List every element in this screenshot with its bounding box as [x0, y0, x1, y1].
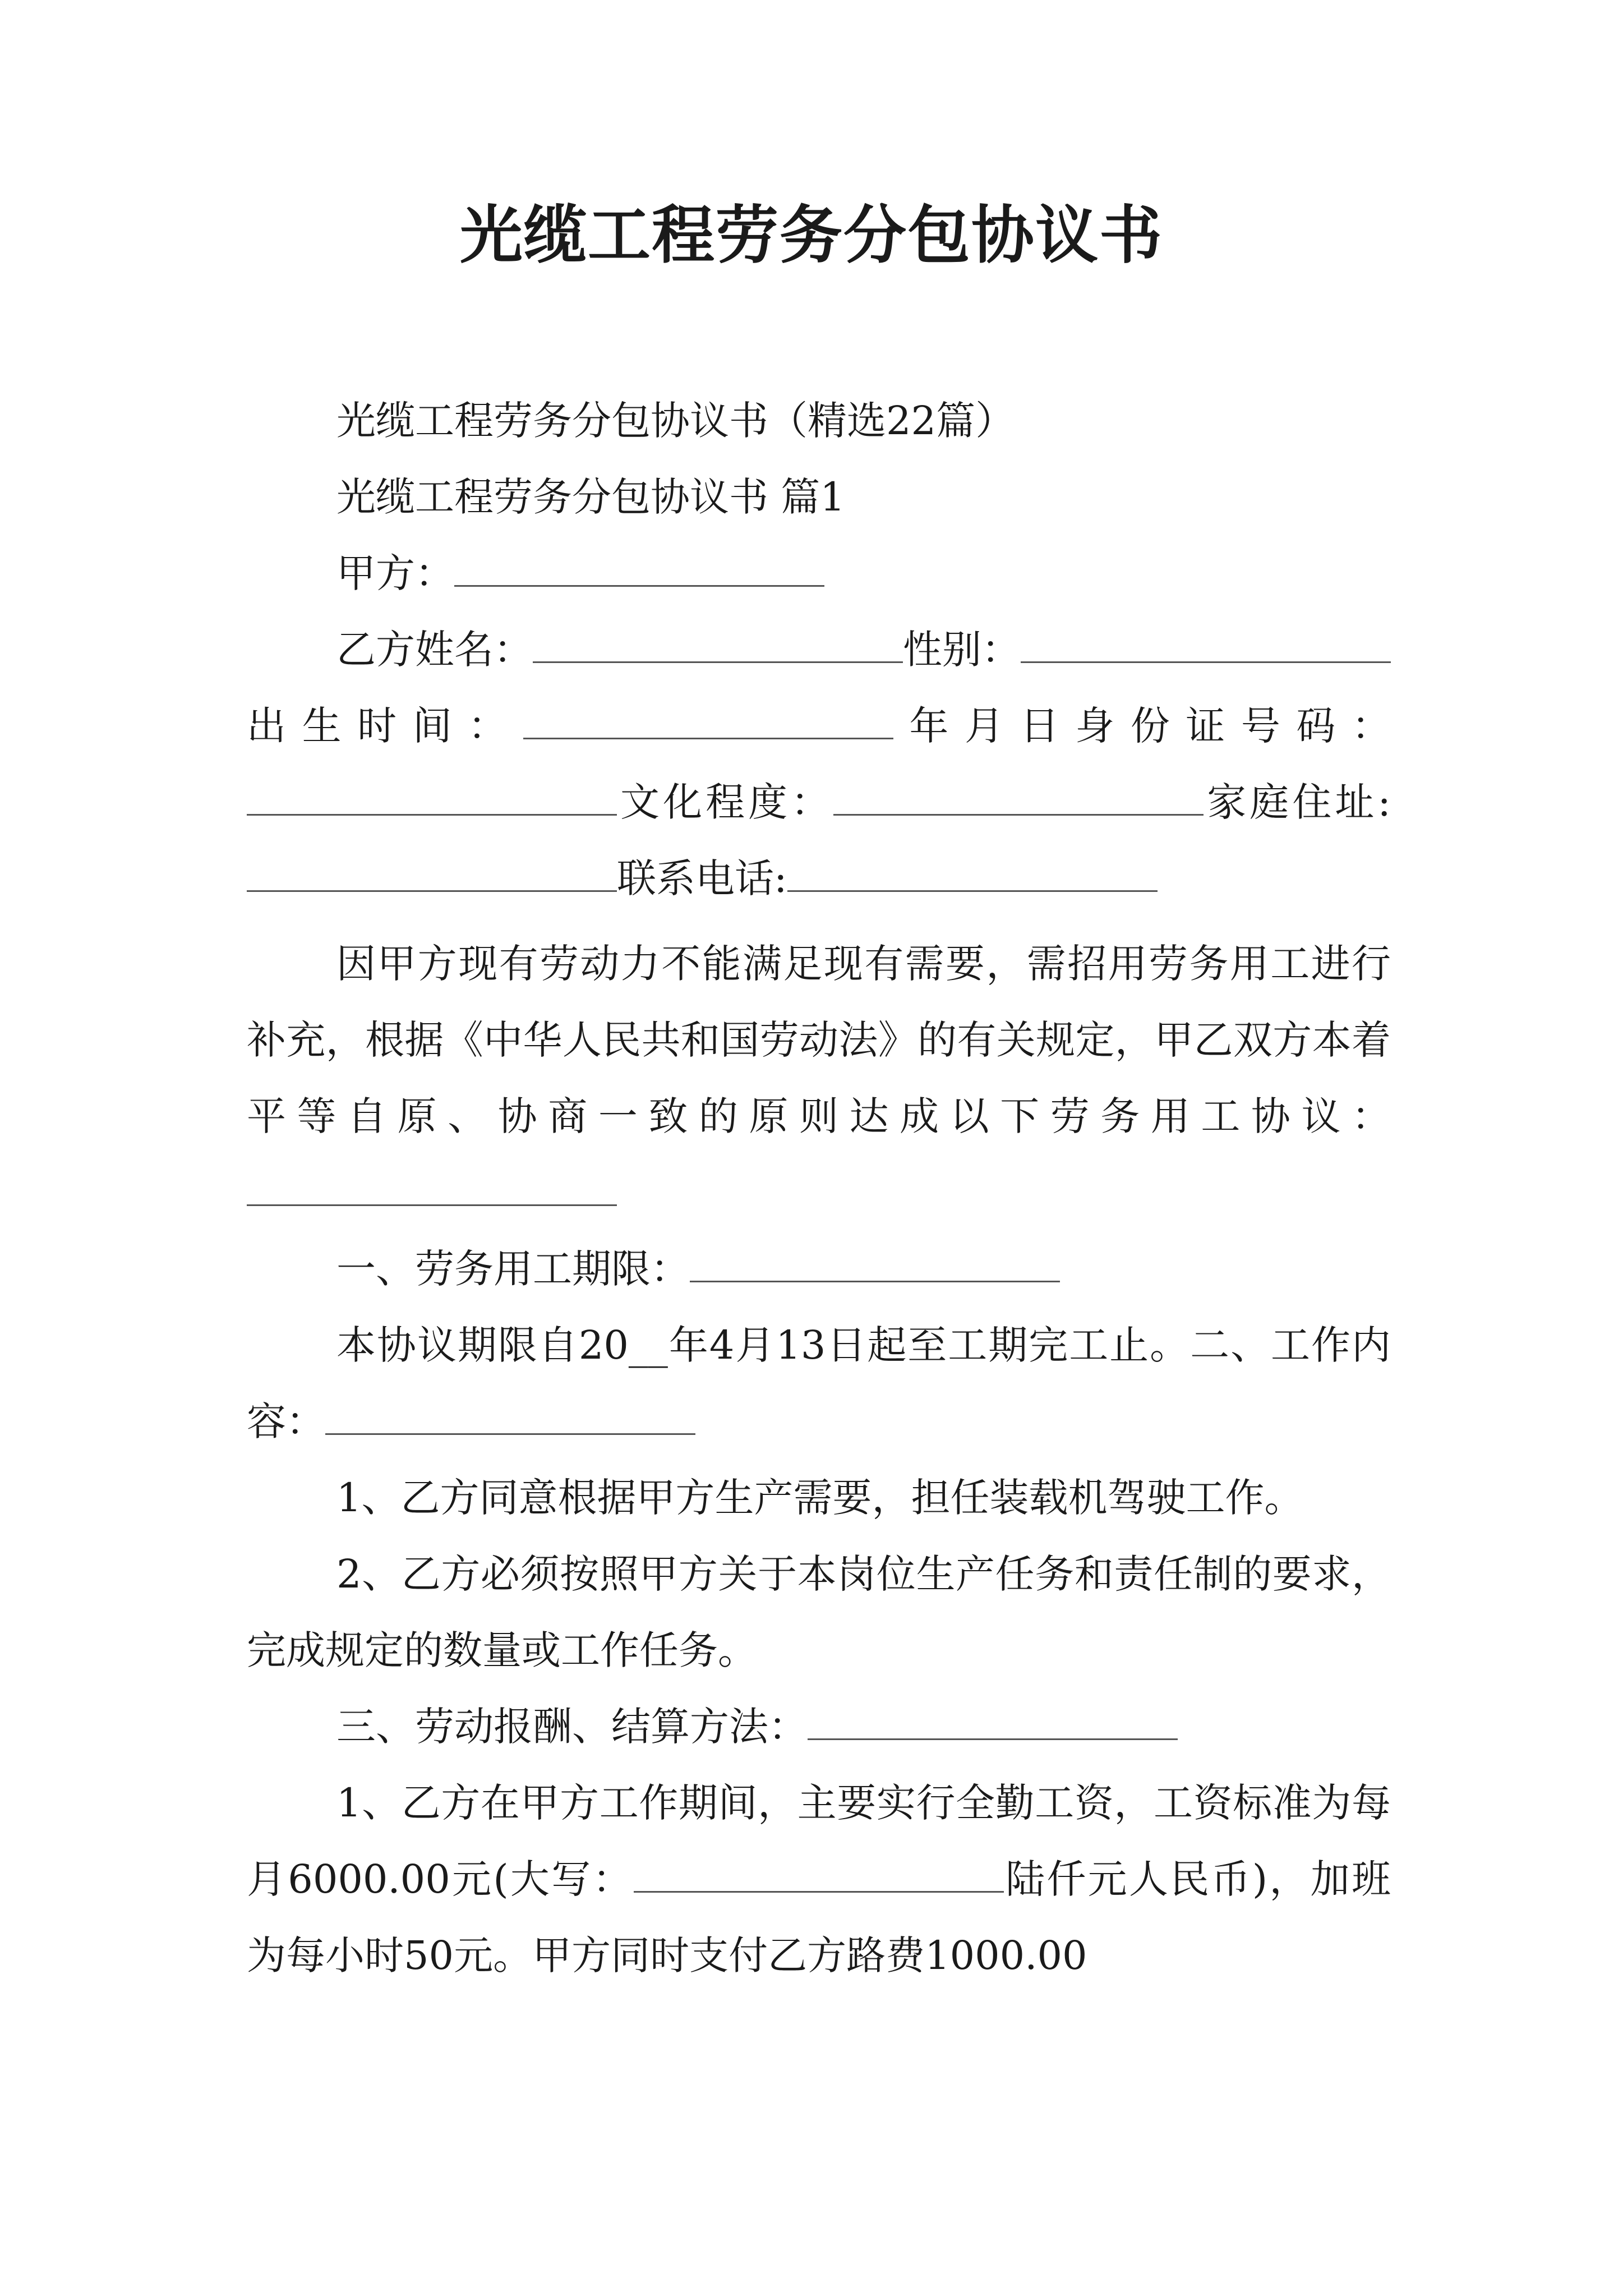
party-b-date-id-label: 年月日身份证号码： — [893, 703, 1391, 749]
party-b-info — [247, 611, 1391, 917]
wage-uppercase-blank — [634, 1857, 1004, 1893]
clause1-blank — [690, 1247, 1060, 1282]
party-a-blank — [454, 551, 824, 587]
party-b-address-label: 家庭住址: — [1204, 779, 1391, 825]
document-title: 光缆工程劳务分包协议书 — [460, 199, 1163, 272]
clause1-text-line — [247, 1307, 1391, 1460]
party-a-label: 甲方： — [336, 550, 454, 596]
section-heading-text: 光缆工程劳务分包协议书 篇1 — [336, 474, 845, 520]
party-b-id-blank — [247, 780, 617, 816]
party-b-gender-blank — [1021, 628, 1391, 663]
party-b-address-blank — [247, 857, 617, 892]
party-b-phone-label: 联系电话: — [617, 855, 787, 901]
party-b-education-blank — [833, 780, 1204, 816]
party-a-line — [247, 535, 1391, 611]
clause3-blank — [808, 1705, 1178, 1740]
party-b-birth-label: 出生时间： — [247, 703, 523, 749]
clause3-heading-line — [247, 1688, 1391, 1765]
clause2-item2-line — [247, 1536, 1391, 1688]
clause1-heading-line — [247, 1231, 1391, 1307]
subtitle-text: 光缆工程劳务分包协议书（精选22篇） — [336, 398, 1015, 444]
clause2-item1-line — [247, 1460, 1391, 1536]
intro-paragraph — [247, 926, 1391, 1231]
clause3-item1-a: 1、乙方在甲方工作期间，主要实行全勤工资，工资标准为每月6000.00元(大写： — [247, 1780, 1391, 1902]
clause3-item1-line — [247, 1765, 1391, 1994]
clause1-heading: 一、劳务用工期限： — [336, 1246, 690, 1292]
subtitle-line — [247, 383, 1391, 459]
intro-blank — [247, 1171, 617, 1206]
clause1-text: 本协议期限自20__年4月13日起至工期完工止。二、工作内容： — [247, 1322, 1391, 1444]
party-b-birth-blank — [523, 704, 893, 739]
work-content-blank — [325, 1400, 695, 1435]
section-heading-line — [247, 459, 1391, 535]
intro-text: 因甲方现有劳动力不能满足现有需要，需招用劳务用工进行补充，根据《中华人民共和国劳动法》的有关规定，甲乙双方本着平等自原、协商一致的原则达成以下劳务用工协议： — [247, 941, 1391, 1139]
clause3-item1-b: 陆仟元人民币)，加班为每小时50元。甲方同时支付乙方路费1000.00 — [247, 1856, 1391, 1978]
party-b-name-blank — [533, 628, 903, 663]
party-b-phone-blank — [787, 857, 1158, 892]
clause2-item1: 1、乙方同意根据甲方生产需要，担任装载机驾驶工作。 — [336, 1475, 1304, 1521]
clause3-heading: 三、劳动报酬、结算方法： — [336, 1704, 808, 1750]
party-b-education-label: 文化程度： — [617, 779, 834, 825]
party-b-name-label: 乙方姓名： — [336, 627, 533, 673]
document-body — [247, 383, 1391, 1994]
party-b-gender-label: 性别： — [903, 627, 1021, 673]
paragraph-gap — [247, 917, 1391, 926]
clause2-item2: 2、乙方必须按照甲方关于本岗位生产任务和责任制的要求，完成规定的数量或工作任务。 — [247, 1551, 1391, 1673]
